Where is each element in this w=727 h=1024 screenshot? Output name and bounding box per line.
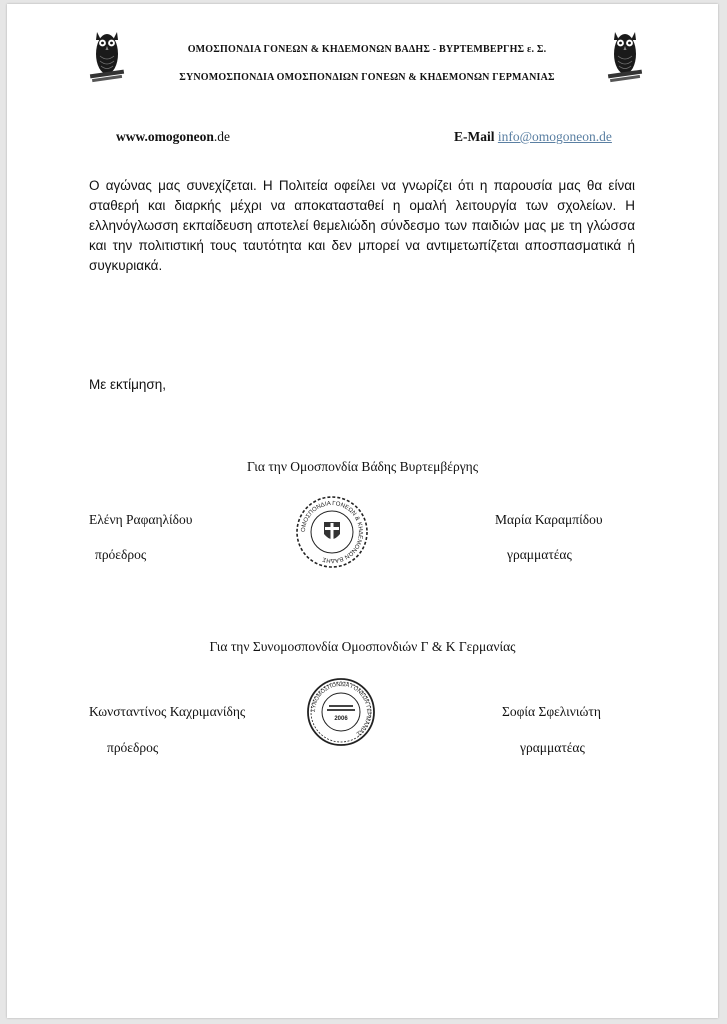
federation-president-role: πρόεδρος	[95, 547, 147, 562]
confederation-president-name: Κωνσταντίνος Καχριμανίδης	[89, 704, 246, 719]
closing-salutation: Με εκτίμηση,	[89, 377, 166, 392]
confederation-stamp	[305, 676, 377, 748]
federation-heading: Για την Ομοσπονδία Βάδης Βυρτεμβέργης	[246, 459, 479, 474]
organization-title: ΟΜΟΣΠΟΝΔΙΑ ΓΟΝΕΩΝ & ΚΗΔΕΜΟΝΩΝ ΒΑΔΗΣ - ΒΥΡΤΕΜΒΕΡΓΗΣ ε. Σ.	[187, 44, 547, 55]
confederation-secretary-name: Σοφία Σφελινιώτη	[502, 704, 601, 719]
confederation-heading: Για την Συνομοσπονδία Ομοσπονδιών Γ & Κ Γερμανίας	[209, 639, 516, 654]
website-suffix: .de	[213, 129, 231, 144]
confederation-stamp-text: ΣΥΝΟΜΟΣΠΟΝΔΙΑ ΓΟΝΕΩΝ ΓΕΡΜΑΝΙΑΣ	[310, 681, 372, 737]
owl-logo-icon	[87, 22, 127, 86]
confederation-president-role: πρόεδρος	[107, 740, 159, 755]
website[interactable]	[116, 129, 230, 145]
federation-stamp-text: ΟΜΟΣΠΟΝΔΙΑ ΓΟΝΕΩΝ & ΚΗΔΕΜΟΝΩΝ ΒΑΔΗΣ	[300, 500, 364, 564]
email-block	[454, 129, 612, 145]
confederation-secretary-role: γραμματέας	[520, 740, 585, 755]
federation-secretary-role: γραμματέας	[507, 547, 572, 562]
confederation-title: ΣΥΝΟΜΟΣΠΟΝΔΙΑ ΟΜΟΣΠΟΝΔΙΩΝ ΓΟΝΕΩΝ & ΚΗΔΕΜΟΝΩΝ ΓΕΡΜΑΝΙΑΣ	[179, 72, 555, 83]
letter-page	[7, 4, 718, 1018]
owl-logo-icon	[605, 22, 645, 86]
federation-president-name: Ελένη Ραφαηλίδου	[89, 512, 193, 527]
federation-stamp	[294, 494, 370, 570]
email-label: E-Mail	[454, 129, 495, 144]
email-link[interactable]: info@omogoneon.de	[497, 129, 612, 144]
website-main: www.omogoneon	[116, 129, 214, 144]
federation-secretary-name: Μαρία Καραμπίδου	[495, 512, 603, 527]
body-paragraph: Ο αγώνας μας συνεχίζεται. Η Πολιτεία οφείλει να γνωρίζει ότι η παρουσία μας θα είναι σταθερή και διαρκής μέχρι να αποκατασταθεί η ομαλή λειτουργία των σχολείων. Η ελληνόγλωσση εκπαίδευση αποτελεί θεμελιώδη σύνδεσμο των παιδιών μας με τη γλώσσα και την πολιτιστική τους ταυτότητα και δεν μπορεί να αντιμετωπίζεται αποσπασματικά ή συγκυριακά.	[89, 178, 635, 273]
confederation-stamp-year: 2006	[334, 716, 348, 722]
